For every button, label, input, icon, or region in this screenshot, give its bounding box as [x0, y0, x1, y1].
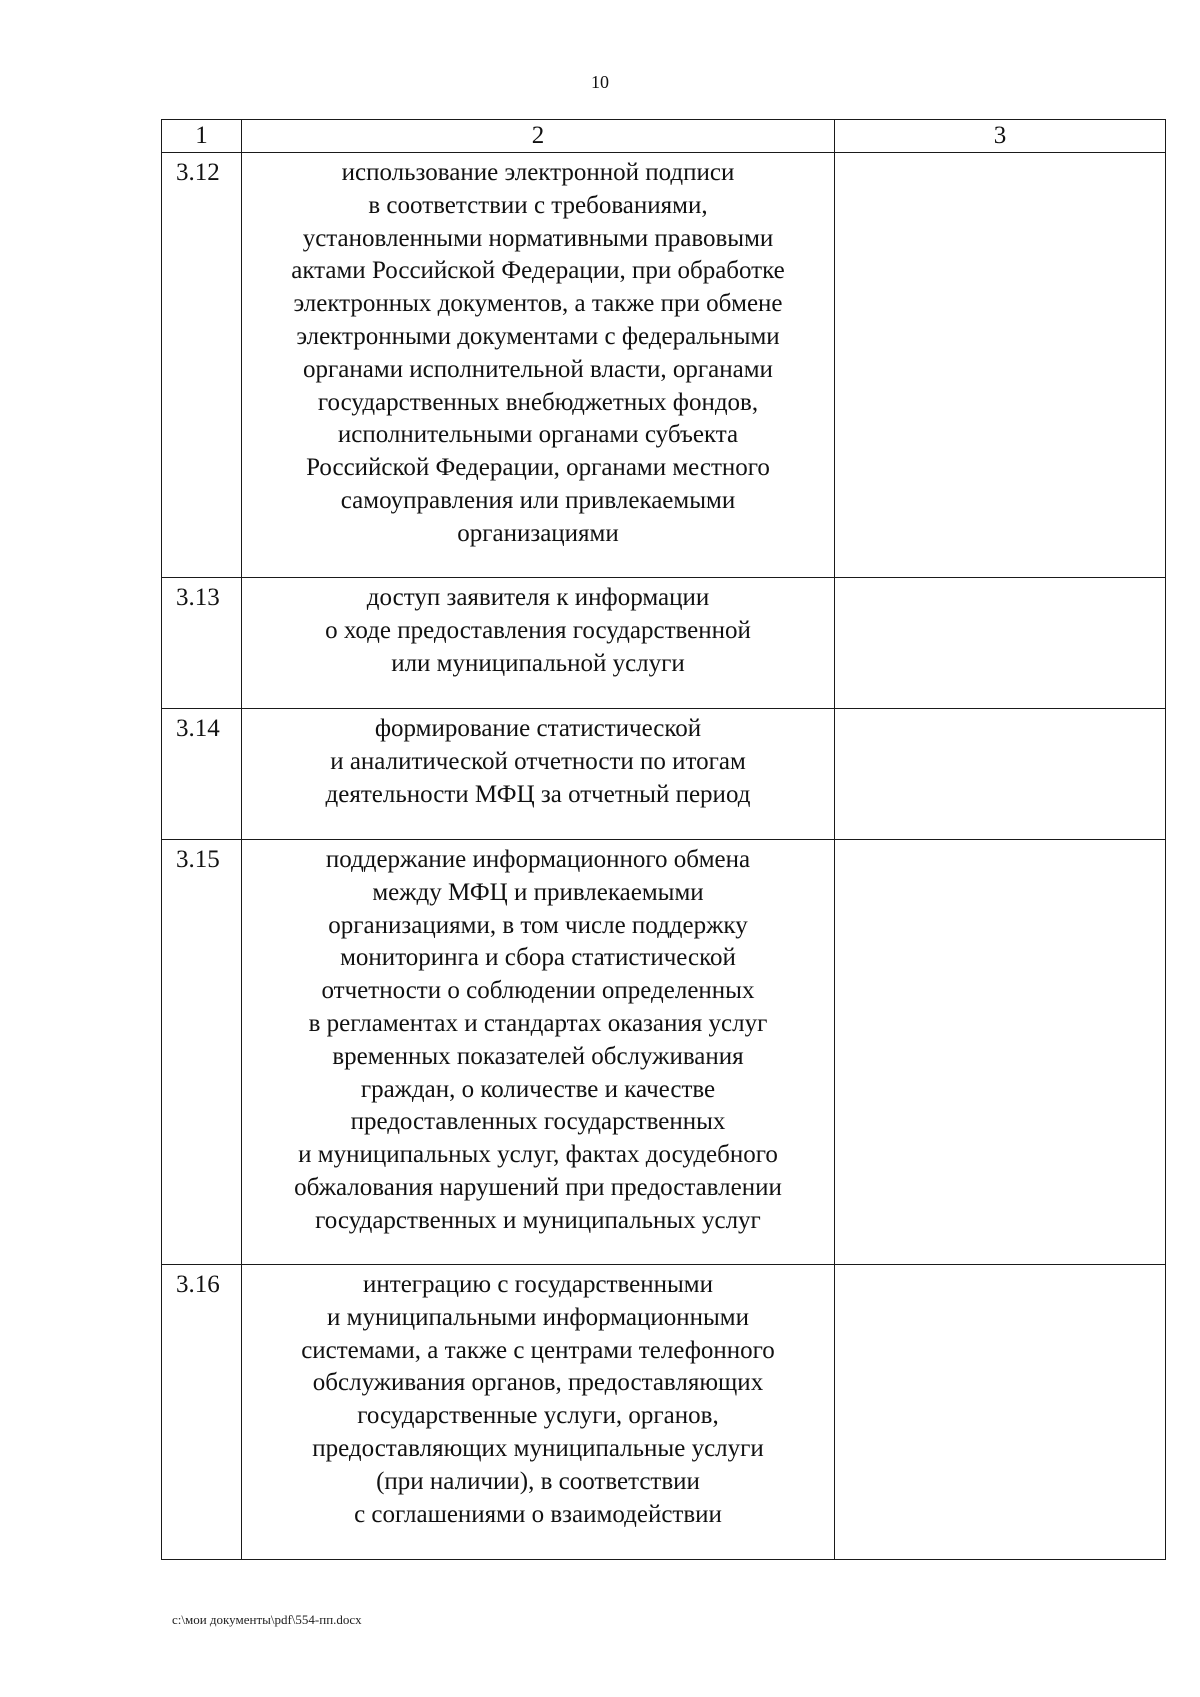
- description-line: и муниципальными информационными: [327, 1303, 749, 1331]
- description-line: и аналитической отчетности по итогам: [330, 747, 746, 775]
- description-line: поддержание информационного обмена: [325, 846, 751, 873]
- description-line: государственные услуги, органов,: [357, 1402, 719, 1430]
- description-line: доступ заявителя к информации: [366, 584, 710, 611]
- description-line: организациями: [457, 519, 619, 547]
- row-col3-cell: [835, 840, 1166, 1265]
- page-number: 10: [591, 72, 609, 92]
- description-line: государственных и муниципальных услуг: [315, 1206, 761, 1234]
- services-table: [161, 119, 1166, 1560]
- row-description: [242, 578, 835, 709]
- description-line: исполнительными органами субъекта: [337, 421, 739, 449]
- row-number: 3.13: [162, 578, 242, 709]
- description-line: мониторинга и сбора статистической: [340, 944, 736, 972]
- row-description: [242, 153, 835, 578]
- description-line: предоставленных государственных: [350, 1108, 726, 1136]
- table-header-row: [162, 120, 1166, 153]
- row-col3-cell: [835, 1265, 1166, 1560]
- description-line: установленными нормативными правовыми: [302, 224, 774, 252]
- description-line: использование электронной подписи: [341, 159, 735, 186]
- row-description: [242, 709, 835, 840]
- row-description: [242, 840, 835, 1265]
- description-line: актами Российской Федерации, при обработке: [291, 257, 785, 285]
- description-line: Российской Федерации, органами местного: [306, 454, 770, 482]
- header-cell-2: 2: [242, 120, 835, 153]
- row-col3-cell: [835, 709, 1166, 840]
- description-line: временных показателей обслуживания: [332, 1042, 744, 1070]
- row-col3-cell: [835, 578, 1166, 709]
- table-row: [162, 153, 1166, 578]
- description-line: организациями, в том числе поддержку: [328, 911, 748, 939]
- description-line: электронных документов, а также при обмене: [293, 290, 783, 318]
- description-line: интеграцию с государственными: [363, 1271, 713, 1298]
- header-cell-1: 1: [162, 120, 242, 153]
- description-line: (при наличии), в соответствии: [376, 1467, 700, 1495]
- row-number: 3.15: [162, 840, 242, 1265]
- description-line: формирование статистической: [374, 715, 702, 742]
- description-line: о ходе предоставления государственной: [325, 616, 751, 644]
- description-line: с соглашениями о взаимодействии: [354, 1500, 722, 1528]
- table-row: [162, 840, 1166, 1265]
- row-number: 3.12: [162, 153, 242, 578]
- description-line: или муниципальной услуги: [391, 649, 685, 677]
- table-row: [162, 1265, 1166, 1560]
- description-line: государственных внебюджетных фондов,: [317, 388, 759, 416]
- footer-file-path: c:\мои документы\pdf\554-пп.docx: [172, 1612, 362, 1627]
- description-line: обслуживания органов, предоставляющих: [312, 1369, 764, 1397]
- description-line: между МФЦ и привлекаемыми: [372, 878, 704, 906]
- description-line: граждан, о количестве и качестве: [360, 1075, 716, 1103]
- row-description: [242, 1265, 835, 1560]
- row-number: 3.16: [162, 1265, 242, 1560]
- description-line: системами, а также с центрами телефонного: [301, 1336, 775, 1364]
- description-line: в соответствии с требованиями,: [368, 191, 708, 219]
- header-cell-3: 3: [835, 120, 1166, 153]
- table-row: [162, 709, 1166, 840]
- description-line: отчетности о соблюдении определенных: [321, 977, 755, 1005]
- description-line: обжалования нарушений при предоставлении: [294, 1173, 782, 1201]
- row-col3-cell: [835, 153, 1166, 578]
- description-line: самоуправления или привлекаемыми: [340, 486, 736, 514]
- description-line: в регламентах и стандартах оказания услуг: [308, 1009, 768, 1037]
- table-row: [162, 578, 1166, 709]
- description-line: предоставляющих муниципальные услуги: [312, 1434, 764, 1462]
- description-line: деятельности МФЦ за отчетный период: [325, 780, 751, 808]
- description-line: органами исполнительной власти, органами: [303, 355, 773, 383]
- description-line: и муниципальных услуг, фактах досудебного: [298, 1141, 778, 1169]
- description-line: электронными документами с федеральными: [296, 322, 780, 350]
- row-number: 3.14: [162, 709, 242, 840]
